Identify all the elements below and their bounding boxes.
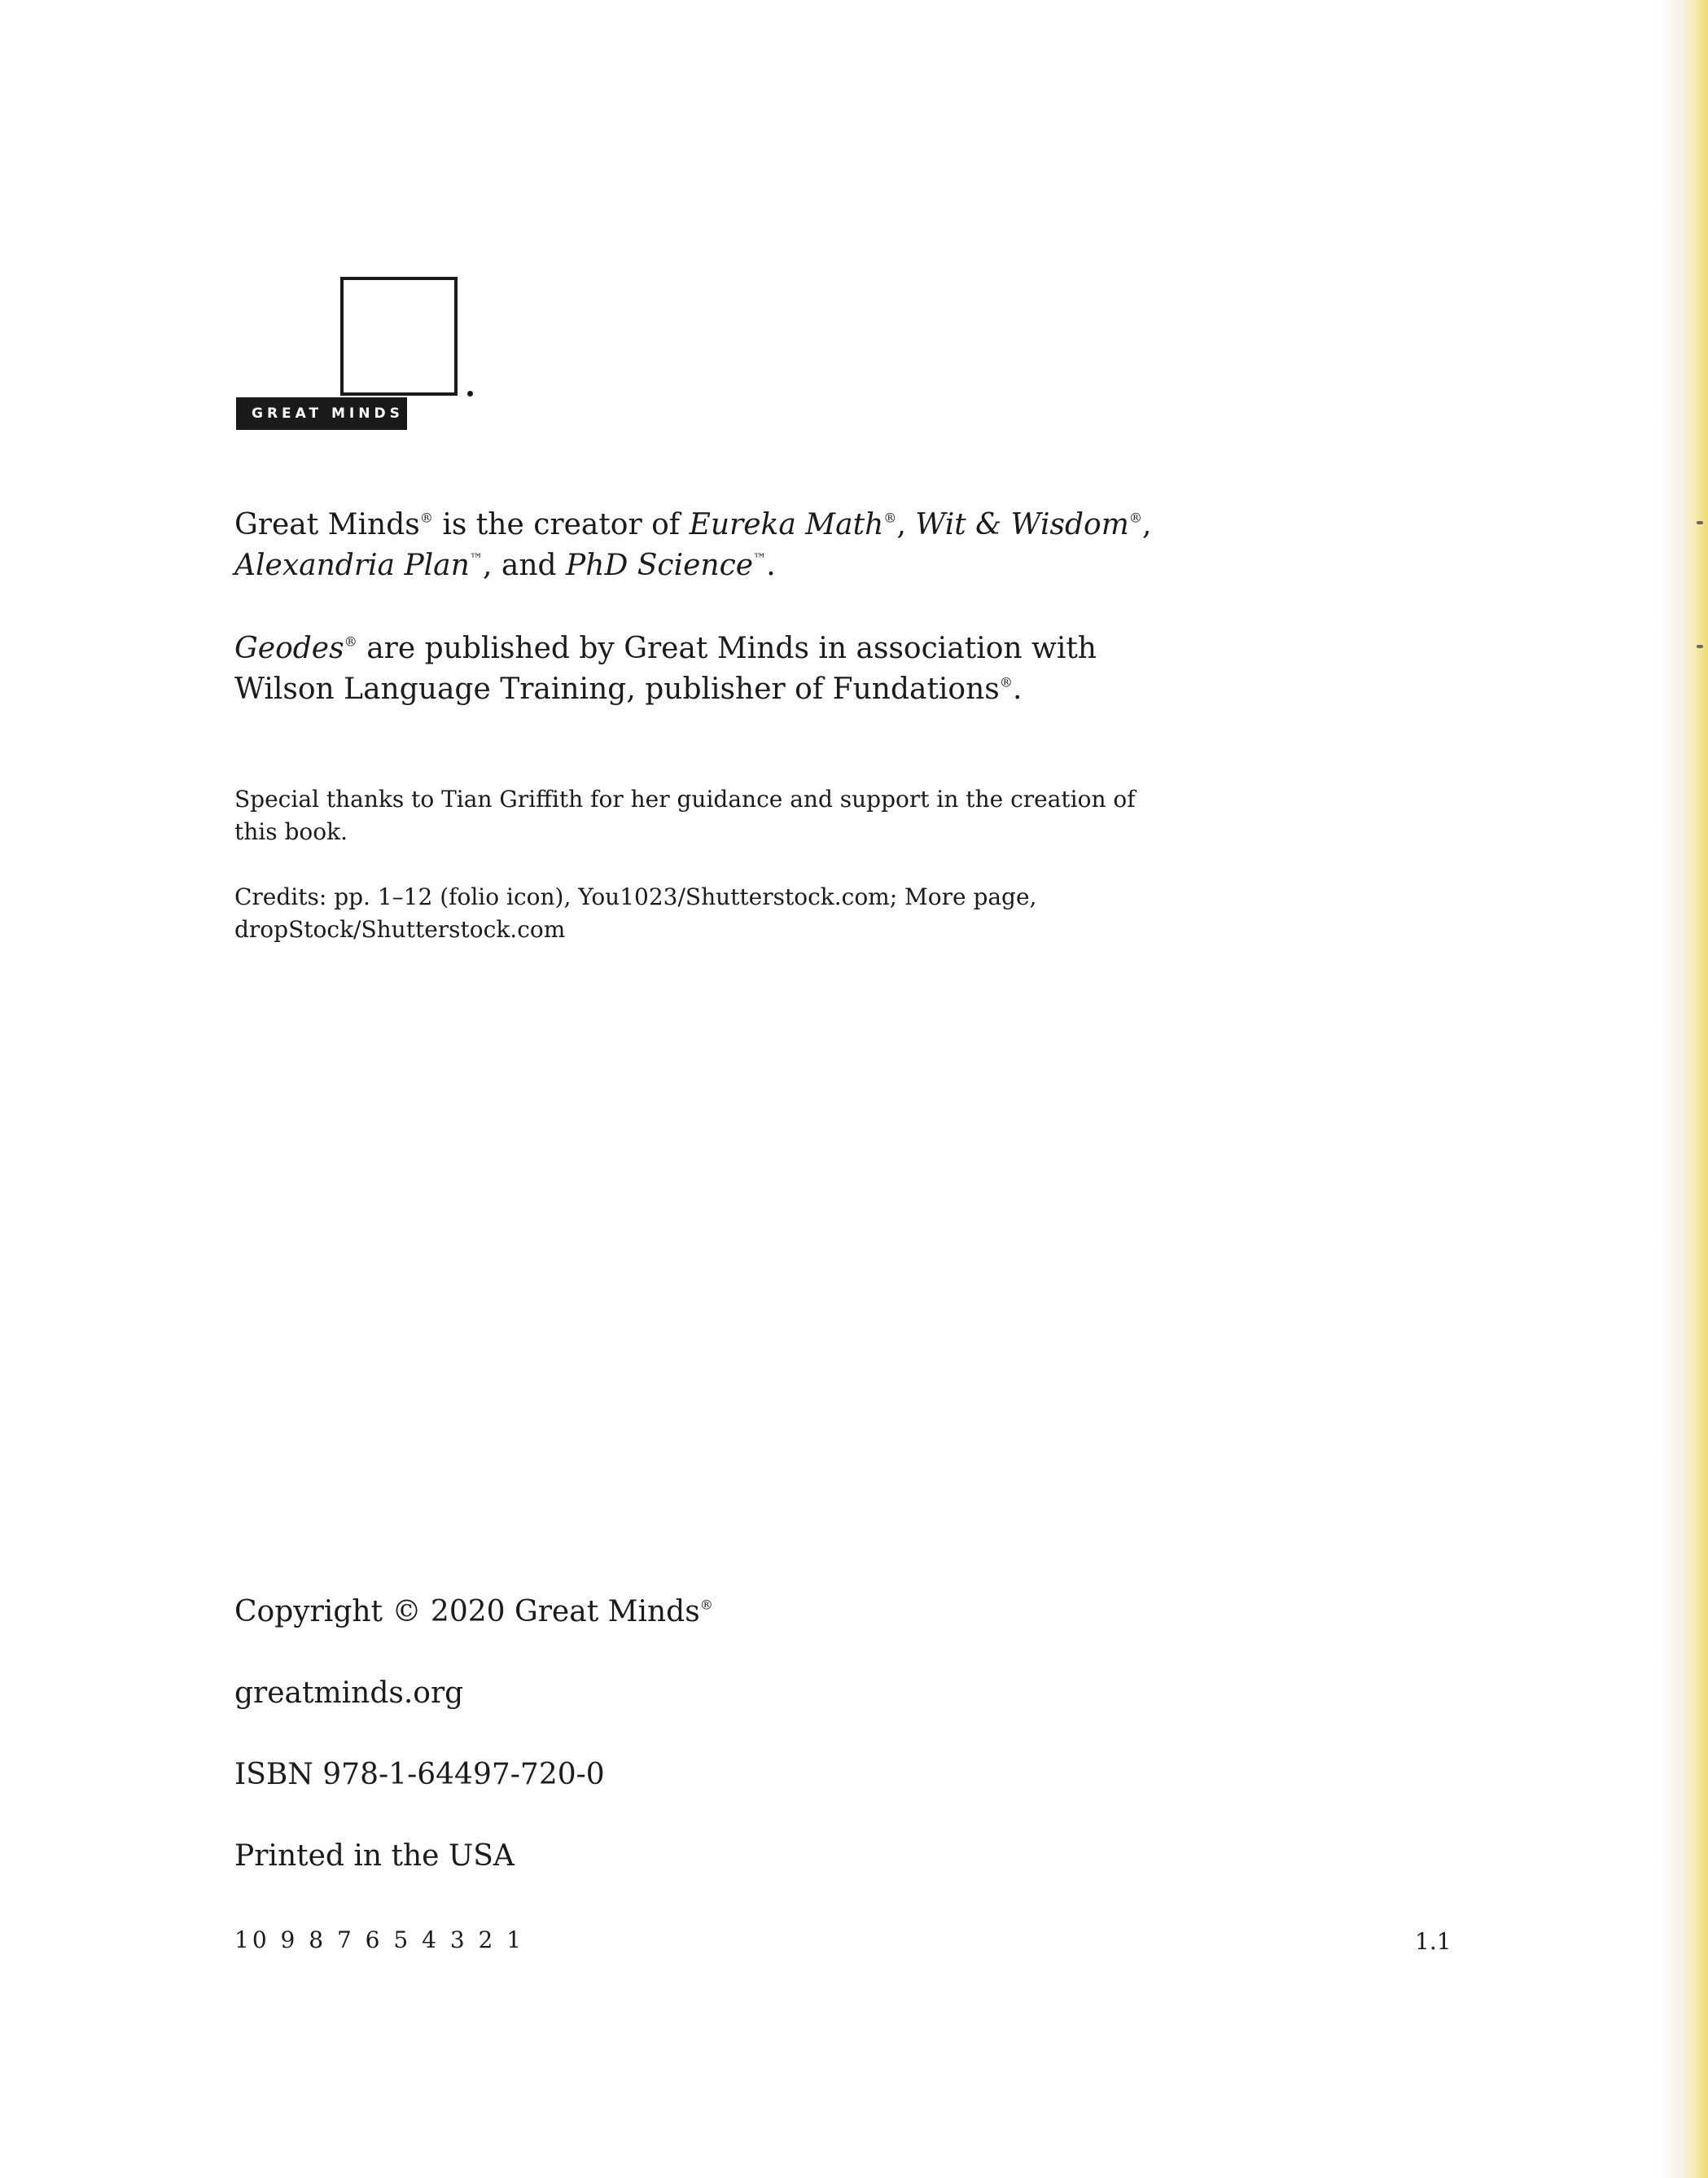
registered-mark: ®	[1128, 510, 1143, 526]
logo-square-icon	[340, 277, 458, 396]
geodes-text: .	[1012, 673, 1023, 706]
product-alexandria-plan: Alexandria Plan	[234, 549, 470, 582]
intro-text: , and	[483, 549, 567, 582]
logo-dot-icon	[467, 391, 473, 397]
trademark-mark: ™	[753, 550, 767, 567]
trademark-mark: ™	[469, 550, 484, 567]
printed-in: Printed in the USA	[234, 1839, 515, 1873]
intro-text: is the creator of	[432, 508, 690, 541]
registered-mark: ®	[419, 510, 433, 526]
product-phd-science: PhD Science	[566, 549, 754, 582]
credits-line: dropStock/Shutterstock.com	[234, 916, 566, 943]
product-wit-wisdom: Wit & Wisdom	[915, 508, 1129, 541]
page-edge	[1659, 0, 1708, 2178]
geodes-text: Wilson Language Training, publisher of Fundations	[234, 673, 1000, 706]
registered-mark: ®	[699, 1597, 713, 1613]
version-number: 1.1	[1415, 1928, 1452, 1955]
logo-label: GREAT MINDS	[236, 397, 407, 430]
creator-statement	[234, 505, 1163, 586]
website: greatminds.org	[234, 1676, 464, 1710]
print-line: 10 9 8 7 6 5 4 3 2 1	[234, 1926, 525, 1953]
edge-speck	[1697, 645, 1703, 648]
isbn: ISBN 978-1-64497-720-0	[234, 1758, 605, 1791]
product-eureka-math: Eureka Math	[689, 508, 884, 541]
product-geodes: Geodes	[234, 632, 344, 665]
registered-mark: ®	[999, 674, 1013, 690]
intro-text: ,	[1142, 508, 1152, 541]
registered-mark: ®	[344, 633, 357, 650]
intro-text: .	[766, 549, 776, 582]
great-minds-logo	[236, 277, 480, 440]
registered-mark: ®	[883, 510, 897, 526]
copyright-text: Copyright © 2020 Great Minds	[234, 1595, 700, 1628]
copyright-line	[234, 1594, 713, 1630]
geodes-text: are published by Great Minds in association with	[357, 632, 1097, 665]
geodes-statement	[234, 629, 1163, 710]
credits	[234, 881, 1163, 946]
special-thanks: Special thanks to Tian Griffith for her guidance and support in the creation of this book.	[234, 786, 1136, 845]
intro-text: Great Minds	[234, 508, 420, 541]
edge-speck	[1697, 521, 1703, 524]
credits-line: Credits: pp. 1–12 (folio icon), You1023/Shutterstock.com; More page,	[234, 883, 1037, 910]
intro-text: ,	[896, 508, 916, 541]
